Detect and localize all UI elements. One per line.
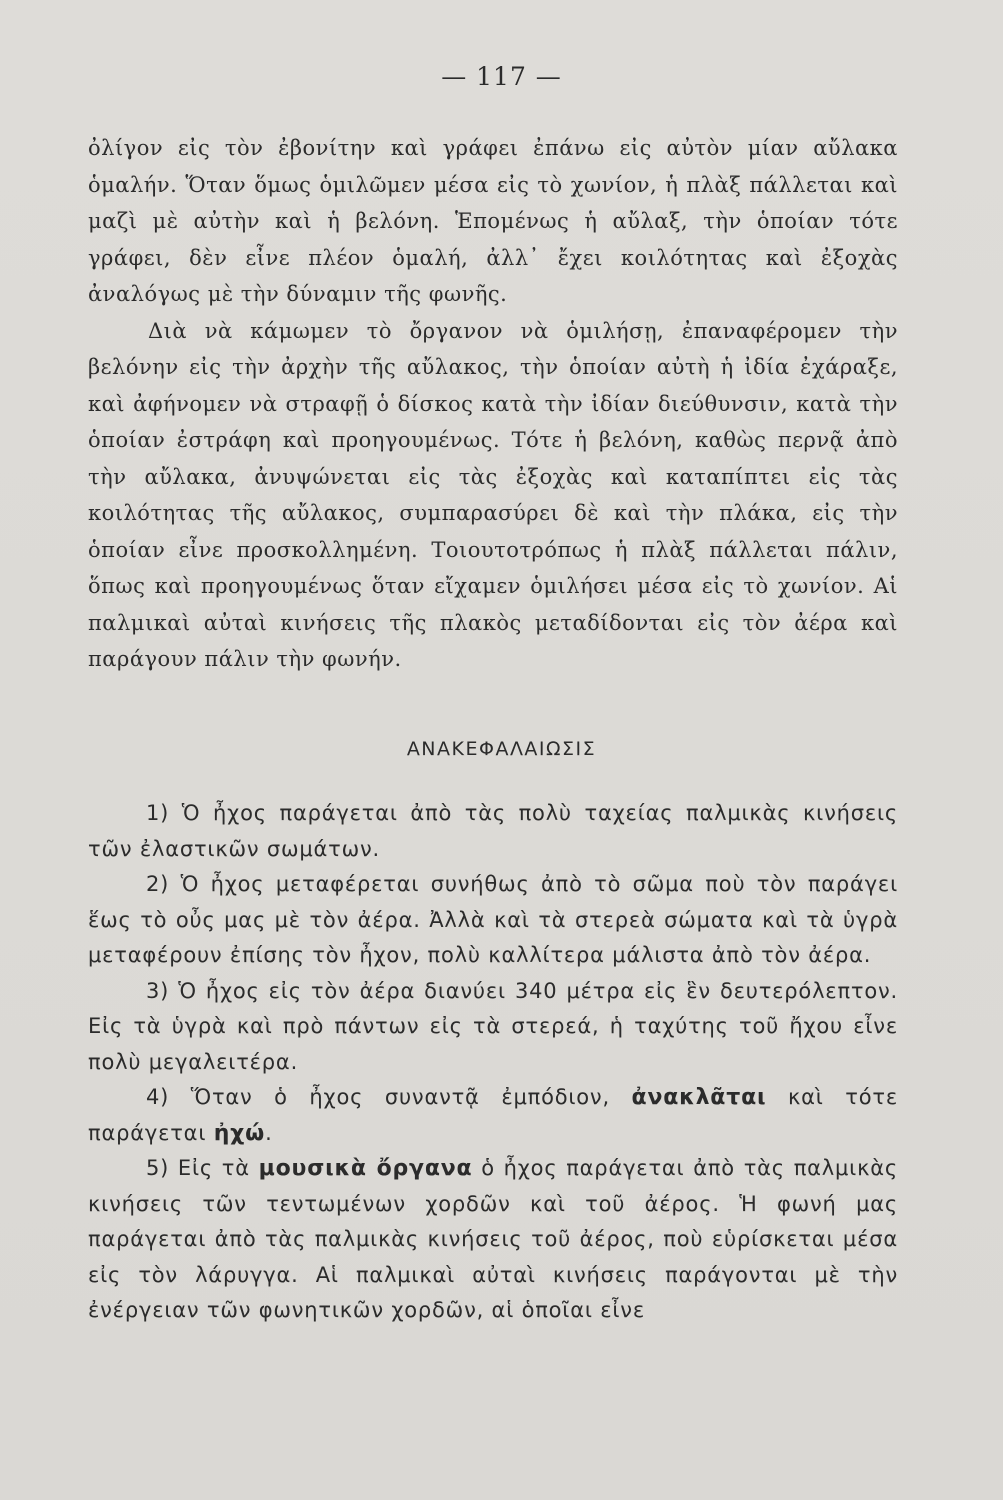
paragraph-2: Διὰ νὰ κάμωμεν τὸ ὄργανον νὰ ὁμιλήσῃ, ἐπαναφέρομεν τὴν βελόνην εἰς τὴν ἀρχὴν τῆς αὔλακος, τὴν ὁποίαν αὐτὴ ἡ ἰδία ἐχάραξε, καὶ ἀφήνομεν νὰ στραφῇ ὁ δίσκος κατὰ τὴν ἰδίαν διεύθυνσιν, κατὰ τὴν ὁποίαν ἐστράφη καὶ προηγουμένως. Τότε ἡ βελόνη, καθὼς περνᾷ ἀπὸ τὴν αὔλακα, ἀνυψώνεται εἰς τὰς ἐξοχὰς καὶ καταπίπτει εἰς τὰς κοιλότητας τῆς αὔλακος, συμπαρασύρει δὲ καὶ τὴν πλάκα, εἰς τὴν ὁποίαν εἶνε προσκολλημένη. Τοιουτοτρόπως ἡ πλὰξ πάλλεται πάλιν, ὅπως καὶ προηγουμένως ὅταν εἴχαμεν ὁμιλήσει μέσα εἰς τὸ χωνίον. Αἱ παλμικαὶ αὐταὶ κινήσεις τῆς πλακὸς μεταδίδονται εἰς τὸν ἀέρα καὶ παράγουν πάλιν τὴν φωνήν. (88, 318, 898, 671)
summary-item-4-before: 4) Ὅταν ὁ ἦχος συναντᾷ ἐμπόδιον, (146, 1085, 632, 1109)
paragraph-1: ὀλίγον εἰς τὸν ἐβονίτην καὶ γράφει ἐπάνω εἰς αὐτὸν μίαν αὔλακα ὁμαλήν. Ὅταν ὅμως ὁμιλῶμεν μέσα εἰς τὸ χωνίον, ἡ πλὰξ πάλλεται καὶ μαζὶ μὲ αὐτὴν καὶ ἡ βελόνη. Ἑπομένως ἡ αὔλαξ, τὴν ὁποίαν τότε γράφει, δὲν εἶνε πλέον ὁμαλή, ἀλλ᾽ ἔχει κοιλότητας καὶ ἐξοχὰς ἀναλόγως μὲ τὴν δύναμιν τῆς φωνῆς. (88, 136, 898, 306)
summary-item-3: 3) Ὁ ἦχος εἰς τὸν ἀέρα διανύει 340 μέτρα εἰς ἓν δευτερόλεπτον. Εἰς τὰ ὑγρὰ καὶ πρὸ πάντων εἰς τὰ στερεά, ἡ ταχύτης τοῦ ἤχου εἶνε πολὺ μεγαλειτέρα. (88, 978, 898, 1074)
summary-item-1: 1) Ὁ ἦχος παράγεται ἀπὸ τὰς πολὺ ταχείας παλμικὰς κινήσεις τῶν ἐλαστικῶν σωμάτων. (88, 801, 898, 861)
summary-item-4-emph-echo: ἠχώ (213, 1120, 266, 1146)
summary-item-5 (88, 1151, 898, 1329)
summary-heading: ΑΝΑΚΕΦΑΛΑΙΩΣΙΣ (406, 738, 597, 760)
summary-item-5-emph-instruments: μουσικὰ ὄργανα (258, 1156, 473, 1181)
page-number: — 117 — (441, 62, 562, 91)
summary-item-4-after: . (265, 1120, 273, 1145)
summary-item-4-emph-reflect: ἀνακλᾶται (631, 1085, 767, 1110)
summary-item-4 (88, 1080, 898, 1151)
summary-item-5-after: ὁ ἦχος παράγεται ἀπὸ τὰς παλμικὰς κινήσεις τῶν τεντωμένων χορδῶν καὶ τοῦ ἀέρος. Ἡ φωνή μας παράγεται ἀπὸ τὰς παλμικὰς κινήσεις τοῦ ἀέρος, ποὺ εὑρίσκεται μέσα εἰς τὸν λάρυγγα. Αἱ παλμικαὶ αὐταὶ κινήσεις παράγονται μὲ τὴν ἐνέργειαν τῶν φωνητικῶν χορδῶν, αἱ ὁποῖαι εἶνε (88, 1156, 899, 1322)
summary-item-4-middle: καὶ τότε παράγεται (88, 1085, 898, 1145)
summary-item-2: 2) Ὁ ἦχος μεταφέρεται συνήθως ἀπὸ τὸ σῶμα ποὺ τὸν παράγει ἕως τὸ οὖς μας μὲ τὸν ἀέρα. Ἀλλὰ καὶ τὰ στερεὰ σώματα καὶ τὰ ὑγρὰ μεταφέρουν ἐπίσης τὸν ἦχον, πολὺ καλλίτερα μάλιστα ἀπὸ τὸν ἀέρα. (88, 872, 898, 967)
summary-list (88, 796, 898, 1329)
summary-item-5-before: 5) Εἰς τὰ (146, 1156, 259, 1180)
body-text (88, 130, 898, 678)
